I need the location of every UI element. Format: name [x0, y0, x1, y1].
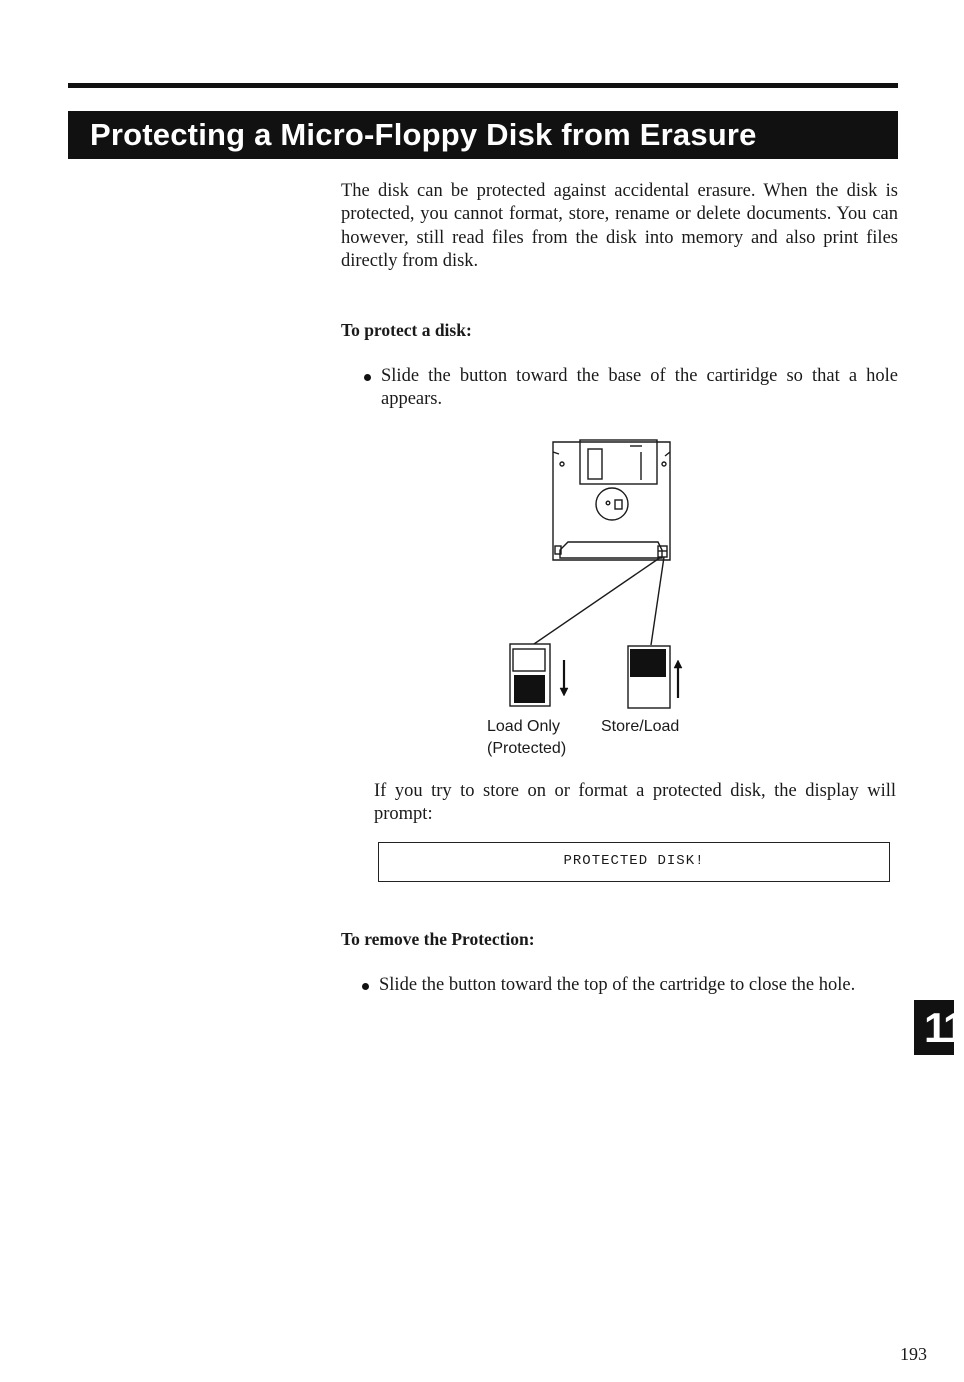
floppy-diagram — [480, 432, 700, 722]
disk-corner-marks — [553, 452, 670, 456]
disk-hub — [596, 488, 628, 520]
disk-shutter — [580, 440, 657, 484]
page-number: 193 — [900, 1344, 927, 1364]
protected-tab-slider — [514, 675, 545, 703]
protect-heading: To protect a disk: — [341, 320, 472, 340]
shutter-window — [588, 449, 602, 479]
disk-hole-right — [662, 462, 666, 466]
intro-paragraph: The disk can be protected against accidental erasure. When the disk is protected, you cannot format, store, rename or delete documents. You can however, still read files from the disk into memory and also print files directly from disk. — [341, 181, 898, 271]
leader-line-right — [651, 557, 664, 645]
chapter-tab — [914, 1000, 964, 1055]
bullet-icon — [364, 374, 371, 381]
leader-line-left — [534, 557, 661, 644]
display-prompt-text: PROTECTED DISK! — [563, 853, 705, 869]
caption-protected: (Protected) — [487, 740, 567, 757]
caption-store-load: Store/Load — [601, 718, 680, 735]
title-bar — [68, 111, 898, 159]
disk-hole-left — [560, 462, 564, 466]
disk-hub-pin — [606, 501, 610, 505]
prompt-intro-paragraph: If you try to store on or format a protected disk, the display will prompt: — [374, 781, 896, 825]
protect-bullet — [381, 365, 898, 412]
floppy-illustration — [480, 432, 700, 722]
display-prompt-box — [378, 842, 890, 882]
protect-bullet-text: Slide the button toward the base of the cartiridge so that a hole appears. — [381, 366, 898, 410]
remove-heading: To remove the Protection: — [341, 929, 535, 949]
page-title: Protecting a Micro-Floppy Disk from Erasure — [90, 117, 757, 152]
top-rule — [68, 83, 898, 88]
bullet-icon — [362, 983, 369, 990]
protected-tab-hole — [513, 649, 545, 671]
remove-bullet — [379, 974, 897, 997]
disk-hub-slot — [615, 500, 622, 509]
caption-load-only: Load Only — [487, 718, 560, 735]
store-tab-slider — [630, 649, 666, 677]
remove-bullet-text: Slide the button toward the top of the cartridge to close the hole. — [379, 975, 856, 995]
chapter-tab-number: 11 — [924, 1004, 964, 1051]
disk-label-strip — [560, 542, 662, 558]
